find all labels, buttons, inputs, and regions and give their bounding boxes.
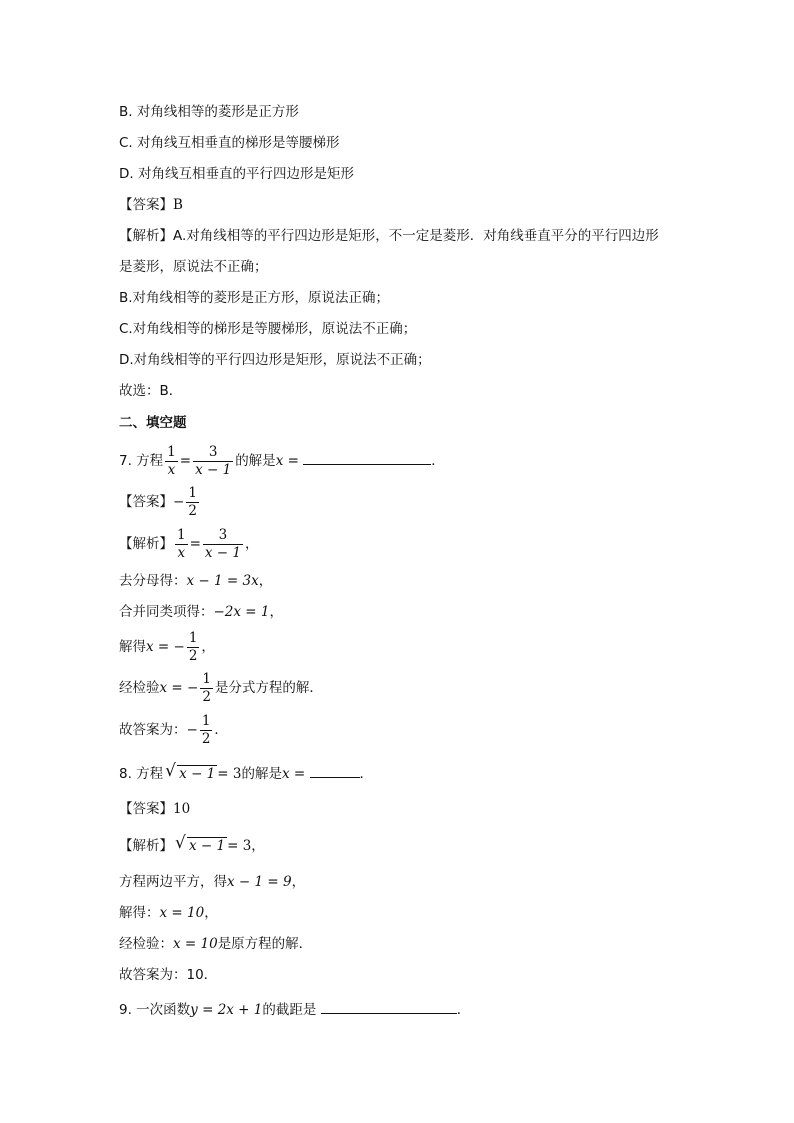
q7-prefix: 7. 方程 <box>119 453 164 469</box>
q7-analysis <box>119 524 259 564</box>
analysis-tag: 【解析】 <box>119 536 173 552</box>
minus-sign: − <box>173 494 185 510</box>
linear-function: y = 2x + 1 <box>190 1002 263 1018</box>
period: ． <box>214 722 228 738</box>
section-heading: 二、填空题 <box>119 415 187 431</box>
q7-step-5 <box>119 710 228 750</box>
answer-blank[interactable] <box>303 449 431 465</box>
option-b: B. 对角线相等的菱形是正方形 <box>119 104 299 120</box>
period: ． <box>431 453 445 469</box>
numerator: 1 <box>188 484 197 501</box>
step-label: 经检验： <box>119 936 173 952</box>
equals-three: = 3 <box>217 766 242 782</box>
q6-analysis-line-2: B.对角线相等的菱形是正方形，原说法正确； <box>119 290 390 306</box>
step-tail: 是分式方程的解． <box>214 680 323 696</box>
answer-value: 10 <box>173 801 191 817</box>
equals: = <box>179 453 192 469</box>
q8-suffix: 的解是 <box>241 766 282 782</box>
step-label: 合并同类项得： <box>119 604 214 620</box>
step-equation: x − 1 = 9 <box>227 874 292 890</box>
radical-sign: √ <box>175 833 186 853</box>
q8-step-4: 故答案为：10． <box>119 967 218 983</box>
step-label: 解得： <box>119 905 160 921</box>
equals: = <box>189 536 201 552</box>
analysis-tag: 【解析】 <box>119 838 173 854</box>
denominator: x − 1 <box>195 461 232 478</box>
q6-analysis-line-3: C.对角线相等的梯形是等腰梯形，原说法不正确； <box>119 321 417 337</box>
fraction-3-over-x-1 <box>193 444 233 479</box>
numerator: 1 <box>177 526 186 543</box>
denominator: 2 <box>201 730 211 747</box>
step-equation: x = − <box>146 639 185 655</box>
q7-answer <box>119 482 201 522</box>
step-label: 故答案为： <box>119 722 187 738</box>
numerator: 1 <box>167 443 176 460</box>
q8-step-3 <box>119 934 312 954</box>
fraction-1-over-2 <box>186 485 199 520</box>
q7-step-1 <box>119 571 272 591</box>
comma: ， <box>245 536 259 552</box>
step-equation: x = 10 <box>159 905 205 921</box>
step-tail: 是原方程的解． <box>217 936 313 952</box>
q8-step-2 <box>119 903 218 923</box>
sqrt-x-minus-1 <box>175 833 227 856</box>
q6-analysis-line-1 <box>119 226 659 246</box>
numerator: 1 <box>188 629 198 646</box>
q8-prefix: 8. 方程 <box>119 766 164 782</box>
comma: ， <box>269 604 283 620</box>
option-d: D. 对角线互相垂直的平行四边形是矩形 <box>119 166 354 182</box>
fraction-1-over-2 <box>187 630 200 665</box>
numerator: 1 <box>202 670 211 687</box>
comma: ， <box>201 639 215 655</box>
sqrt-x-minus-1 <box>165 761 217 784</box>
q8-step-1 <box>119 872 305 892</box>
numerator: 1 <box>201 712 211 729</box>
step-label: 经检验 <box>119 680 160 696</box>
step-equation: x = − <box>159 680 199 696</box>
minus-sign: − <box>186 722 198 738</box>
q8-answer <box>119 799 190 819</box>
equals-three: = 3， <box>227 838 265 854</box>
answer-tag: 【答案】 <box>119 801 173 817</box>
analysis-tag: 【解析】 <box>119 228 173 244</box>
fraction-3-over-x-1 <box>203 527 243 562</box>
fraction-1-over-x <box>175 527 188 562</box>
q8-analysis <box>119 833 265 856</box>
numerator: 3 <box>203 527 243 545</box>
q8-xeq: x = <box>281 766 306 782</box>
q9-stem <box>119 998 470 1020</box>
fraction-1-over-2 <box>200 671 213 706</box>
denominator: 2 <box>202 688 211 705</box>
q7-step-4 <box>119 668 323 708</box>
answer-value: B <box>173 197 183 213</box>
q7-step-2 <box>119 602 283 622</box>
denominator: x <box>177 544 186 561</box>
period: ． <box>359 766 373 782</box>
answer-blank[interactable] <box>321 998 457 1014</box>
q7-stem <box>119 441 445 481</box>
denominator: 2 <box>188 647 198 664</box>
q8-stem <box>119 762 373 784</box>
step-equation: x − 1 = 3x <box>186 573 259 589</box>
comma: ， <box>204 905 218 921</box>
q6-choose: 故选：B． <box>119 383 183 399</box>
answer-blank[interactable] <box>310 762 360 778</box>
numerator: 3 <box>193 444 233 462</box>
denominator: 2 <box>188 502 197 519</box>
step-equation: x = 10 <box>173 936 218 952</box>
comma: ， <box>291 874 306 890</box>
comma: ， <box>258 573 273 589</box>
fraction-1-over-2 <box>200 713 213 748</box>
answer-tag: 【答案】 <box>119 494 173 510</box>
step-equation: −2x = 1 <box>213 604 270 620</box>
radicand: x − 1 <box>179 766 216 782</box>
radical-sign: √ <box>165 761 177 781</box>
q6-analysis-line-4: D.对角线相等的平行四边形是矩形，原说法不正确； <box>119 352 431 368</box>
step-label: 去分母得： <box>119 573 187 589</box>
q6-analysis-line-1b: 是菱形，原说法不正确； <box>119 259 268 275</box>
answer-tag: 【答案】 <box>119 197 173 213</box>
denominator: x − 1 <box>204 544 242 561</box>
option-c: C. 对角线互相垂直的梯形是等腰梯形 <box>119 135 340 151</box>
period: ． <box>456 1002 471 1018</box>
q9-prefix: 9. 一次函数 <box>119 1002 191 1018</box>
radicand: x − 1 <box>189 838 226 854</box>
q6-answer <box>119 195 183 215</box>
fraction-1-over-x <box>165 444 178 479</box>
q7-xeq: x = <box>275 453 299 469</box>
analysis-text: A.对角线相等的平行四边形是矩形，不一定是菱形．对角线垂直平分的平行四边形 <box>173 228 659 244</box>
q9-suffix: 的截距是 <box>262 1002 317 1018</box>
step-label: 解得 <box>119 639 146 655</box>
step-label: 方程两边平方，得 <box>119 874 227 890</box>
q7-step-3 <box>119 627 215 667</box>
denominator: x <box>167 461 176 478</box>
q7-suffix: 的解是 <box>235 453 276 469</box>
